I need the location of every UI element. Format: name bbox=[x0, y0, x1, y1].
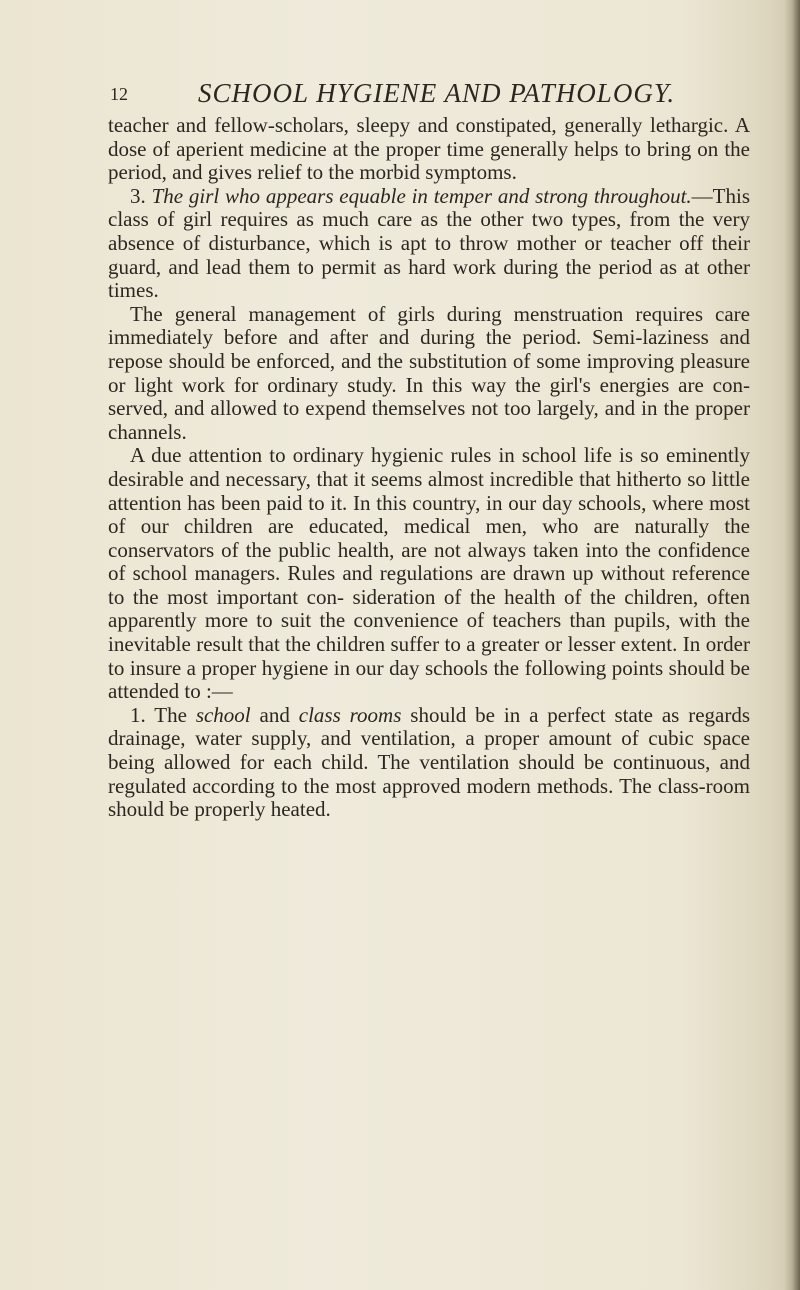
paragraph-3: The general management of girls during menstruation requires care immediately before and after and during the period. Semi-laziness and repose should be enforced, and the substitution of some improving pleasure or light work for ordinary study. In this way the girl's energies are con- served, and allowed to expend themselves not too largely, and in the proper channels. bbox=[108, 301, 750, 444]
list-number: 1. bbox=[130, 702, 146, 727]
paragraph-2: 3. The girl who appears equable in temper and strong throughout.—This class of girl requires as much care as the other two types, from the very absence of disturbance, which is apt to throw mother or teacher off their guard, and lead them to permit as hard work during the period as at other times. bbox=[108, 183, 750, 303]
page-edge-shadow bbox=[784, 0, 800, 1290]
running-head: SCHOOL HYGIENE AND PATHOLOGY. bbox=[198, 78, 676, 108]
italic-heading: The girl who appears equable in temper and strong throughout. bbox=[151, 183, 692, 208]
paragraph-5: 1. The school and class rooms should be in a perfect state as regards drainage, water supply, and ventilation, a proper amount of cubic space being allowed for each child. The ventilation should be continuous, and regulated according to the most approved modern methods. The class-room should be properly heated. bbox=[108, 702, 751, 822]
list-number: 3. bbox=[130, 183, 146, 208]
paragraph-4: A due attention to ordinary hygienic rules in school life is so eminently desirable and necessary, that it seems almost incredible that hitherto so little attention has been paid to it. In this country, in our day schools, where most of our children are educated, medical men, who are naturally the conservators of the public health, are not always taken into the confidence of school managers. Rules and regulations are drawn up without reference to the most important con- sideration of the health of the children, often apparently more to suit the convenience of teachers than pupils, with the inevitable result that the children suffer to a greater or lesser extent. In order to insure a proper hygiene in our day schools the following points should be attended to :— bbox=[108, 443, 750, 704]
body-text bbox=[108, 114, 750, 822]
italic-term: school bbox=[195, 702, 251, 727]
paragraph-1: teacher and fellow-scholars, sleepy and constipated, generally lethargic. A dose of aperient medicine at the proper time generally helps to bring on the period, and gives relief to the morbid symptoms. bbox=[108, 113, 750, 185]
page-header bbox=[110, 78, 770, 114]
page-number: 12 bbox=[110, 84, 128, 104]
italic-term: class rooms bbox=[298, 702, 402, 727]
